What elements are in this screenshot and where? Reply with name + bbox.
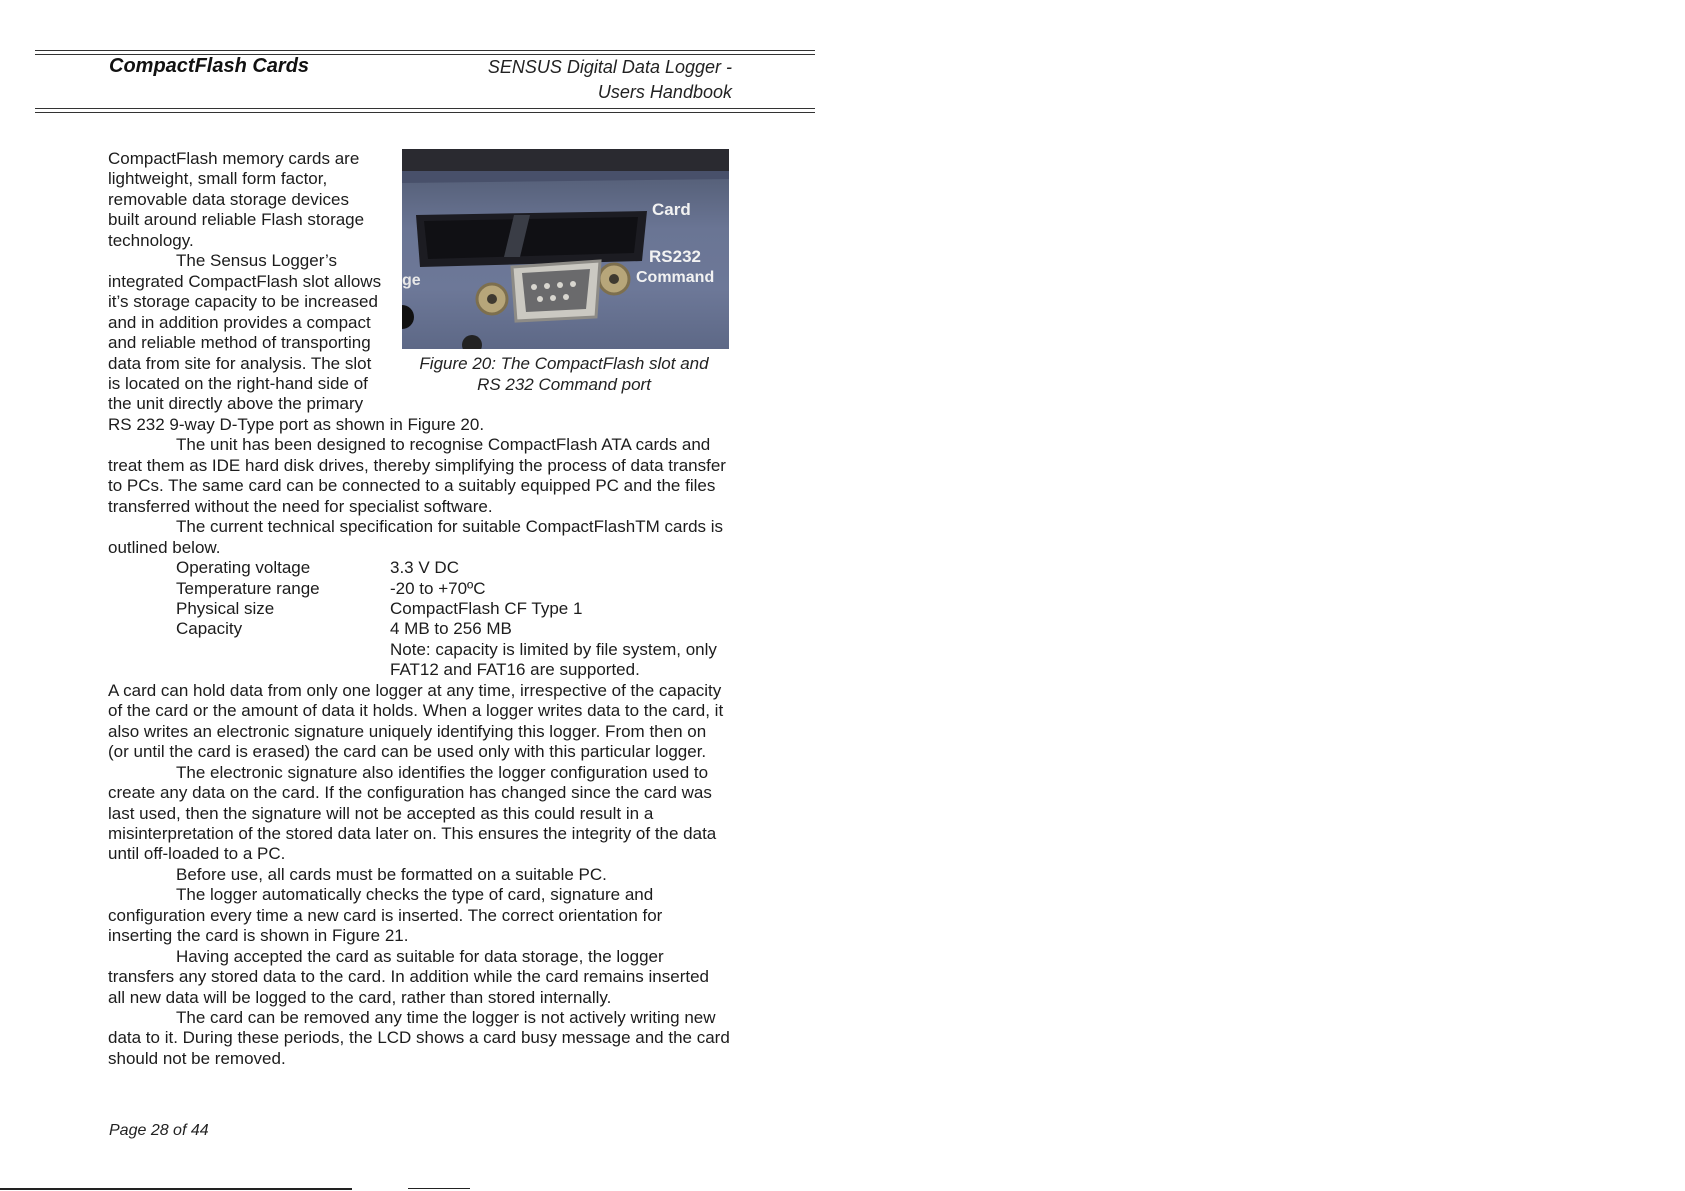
spec-value: CompactFlash CF Type 1 bbox=[390, 598, 583, 618]
paragraph: A card can hold data from only one logger at any time, irrespective of the capacity of the card or the amount of data it holds. When a logger writes data to the card, it also writes an electronic signature uniquely identifying this logger. From then on (or until the card is erased) the card can be used only with this particular logger. bbox=[108, 680, 724, 762]
paragraph: The unit has been designed to recognise CompactFlash ATA cards and treat them as IDE hard disk drives, thereby simplifying the process of data transfer to PCs. The same card can be connected to a suitably equipped PC and the files transferred without the need for specialist software. bbox=[108, 435, 726, 516]
figure-caption-line-1: Figure 20: The CompactFlash slot and bbox=[419, 354, 709, 373]
spec-label: Temperature range bbox=[176, 578, 320, 598]
paragraph: Having accepted the card as suitable for data storage, the logger transfers any stored data to the card. In addition while the card remains inserted all new data will be logged to the card, rather than stored internally. bbox=[108, 946, 709, 1007]
spec-label bbox=[108, 640, 390, 681]
figure-20 bbox=[398, 149, 730, 395]
section-title: CompactFlash Cards bbox=[109, 55, 310, 77]
bottom-edge-line bbox=[0, 1188, 352, 1190]
photo-label-card: Card bbox=[652, 200, 691, 219]
spec-value: -20 to +70ºC bbox=[390, 578, 486, 598]
spec-value: 3.3 V DC bbox=[390, 558, 459, 578]
header-rule-top-1 bbox=[35, 50, 815, 51]
header-rule-bottom-1 bbox=[35, 108, 815, 109]
header-rule-bottom-2 bbox=[35, 112, 815, 113]
paragraph: CompactFlash memory cards are lightweight, small form factor, removable data storage devices built around reliable Flash storage technology. bbox=[108, 149, 365, 250]
paragraph: The card can be removed any time the logger is not actively writing new data to it. During these periods, the LCD shows a card busy message and the card should not be removed. bbox=[108, 1008, 730, 1068]
spec-row bbox=[108, 558, 730, 578]
spec-label: Physical size bbox=[176, 598, 275, 618]
spec-table bbox=[108, 558, 730, 681]
paragraph: The electronic signature also identifies the logger configuration used to create any data on the card. If the configuration has changed since the card was last used, then the signature will not be accepted as this could result in a misinterpretation of the stored data later on. This ensures the integrity of the data until off-loaded to a PC. bbox=[108, 762, 717, 864]
spec-label: Capacity bbox=[176, 619, 243, 639]
spec-row bbox=[108, 599, 730, 619]
paragraph: The logger automatically checks the type of card, signature and configuration every time a new card is inserted. The correct orientation for inserting the card is shown in Figure 21. bbox=[108, 885, 663, 946]
spec-row bbox=[108, 579, 730, 599]
document-title bbox=[460, 55, 732, 105]
paragraph: Before use, all cards must be formatted on a suitable PC. bbox=[176, 864, 607, 884]
bottom-edge-fragment bbox=[408, 1188, 470, 1189]
figure-caption-line-2: RS 232 Command port bbox=[477, 375, 651, 394]
photo-label-command: Command bbox=[636, 269, 715, 286]
figure-caption bbox=[398, 353, 730, 395]
spec-note: Note: capacity is limited by file system, only FAT12 and FAT16 are supported. bbox=[390, 639, 717, 680]
spec-row bbox=[108, 619, 730, 639]
paragraph: The current technical specification for suitable CompactFlashTM cards is outlined below. bbox=[108, 517, 724, 557]
photo-label-rs232: RS232 bbox=[649, 247, 701, 266]
compactflash-slot-photo bbox=[402, 149, 729, 349]
spec-label: Operating voltage bbox=[176, 558, 311, 578]
document-title-line-2: Users Handbook bbox=[597, 82, 732, 102]
photo-label-left: ge bbox=[402, 272, 421, 289]
page-body bbox=[108, 149, 730, 1069]
page-number: Page 28 of 44 bbox=[109, 1122, 209, 1139]
paragraph: The Sensus Logger’s integrated CompactFlash slot allows it’s storage capacity to be increased and in addition provides a compact and reliable method of transporting data from site for analysis. The slot is located on the right-hand side of the unit directly above the primary RS 232 9-way D-Type port as shown in Figure 20. bbox=[108, 251, 485, 434]
spec-row bbox=[108, 640, 730, 681]
device-photo-illustration bbox=[402, 149, 729, 349]
document-title-line-1: SENSUS Digital Data Logger - bbox=[487, 57, 732, 77]
spec-value: 4 MB to 256 MB bbox=[390, 619, 512, 639]
